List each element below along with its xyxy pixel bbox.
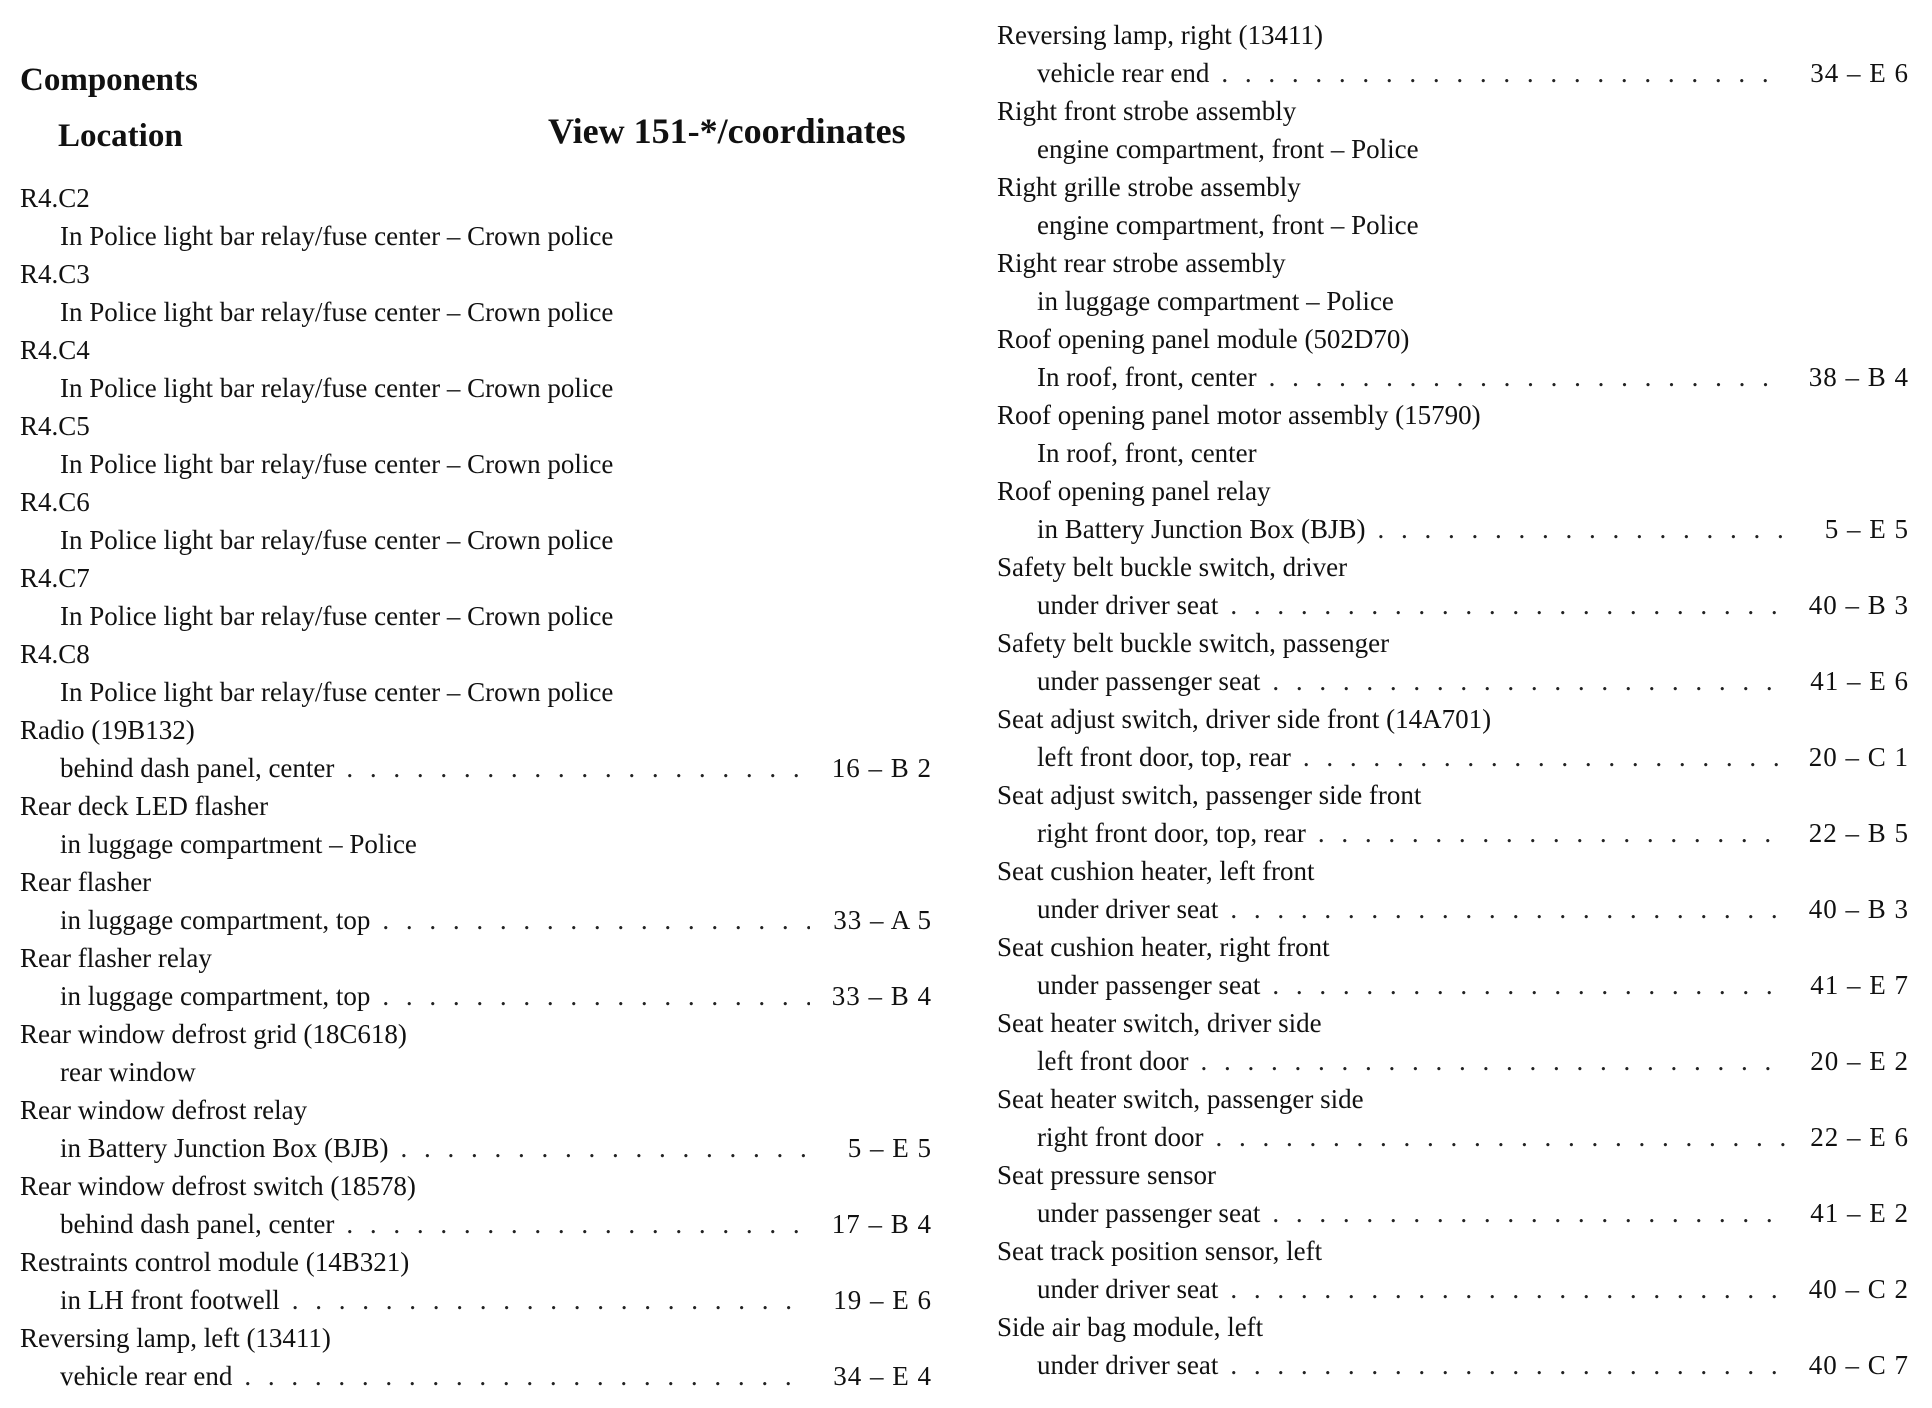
component-name-row — [997, 168, 1909, 206]
component-location-row — [997, 662, 1909, 700]
component-location: in Battery Junction Box (BJB) — [60, 1133, 389, 1163]
component-location-row — [997, 1042, 1909, 1080]
component-name: Right grille strobe assembly — [997, 172, 1301, 202]
location-column-label: Location — [58, 118, 183, 154]
component-location: right front door — [1037, 1122, 1204, 1152]
dot-leader — [382, 901, 810, 939]
component-name-row — [997, 852, 1909, 890]
dot-leader — [1230, 586, 1787, 624]
dot-leader — [1200, 1042, 1787, 1080]
view-coordinate-ref: 34 – E 4 — [833, 1361, 932, 1391]
component-name-row — [997, 472, 1909, 510]
view-coordinate-ref: 33 – B 4 — [831, 981, 932, 1011]
component-location: In Police light bar relay/fuse center – Crown police — [60, 525, 614, 555]
component-name-row — [997, 1156, 1909, 1194]
component-location-row — [20, 749, 932, 787]
component-location: in luggage compartment, top — [60, 981, 371, 1011]
component-name: Seat heater switch, driver side — [997, 1008, 1322, 1038]
dot-leader — [382, 977, 810, 1015]
component-location-row — [20, 1357, 932, 1395]
component-name-row — [20, 863, 932, 901]
component-name: Seat cushion heater, right front — [997, 932, 1330, 962]
component-name-row — [997, 244, 1909, 282]
component-location-row — [997, 434, 1909, 472]
component-location: under driver seat — [1037, 1274, 1219, 1304]
component-location: in Battery Junction Box (BJB) — [1037, 514, 1366, 544]
component-name-row — [20, 407, 932, 445]
dot-leader — [1221, 54, 1787, 92]
component-name-row — [20, 1243, 932, 1281]
component-name: R4.C5 — [20, 411, 90, 441]
component-location: vehicle rear end — [60, 1361, 233, 1391]
component-location-row — [20, 521, 932, 559]
component-location-row — [20, 597, 932, 635]
component-location: In Police light bar relay/fuse center – Crown police — [60, 449, 614, 479]
component-name: Rear flasher — [20, 867, 152, 897]
dot-leader — [346, 749, 810, 787]
component-name-row — [997, 700, 1909, 738]
component-location: left front door — [1037, 1046, 1189, 1076]
component-location: rear window — [60, 1057, 196, 1087]
component-location-row — [20, 977, 932, 1015]
component-location: under passenger seat — [1037, 666, 1261, 696]
component-name-row — [997, 776, 1909, 814]
component-name-row — [997, 928, 1909, 966]
component-name-row — [20, 1319, 932, 1357]
left-component-list — [20, 179, 932, 1395]
view-coordinate-ref: 41 – E 2 — [1810, 1198, 1909, 1228]
view-coordinate-ref: 41 – E 7 — [1810, 970, 1909, 1000]
component-name-row — [20, 255, 932, 293]
view-coordinate-ref: 22 – E 6 — [1810, 1122, 1909, 1152]
component-name: Rear window defrost relay — [20, 1095, 308, 1125]
view-column-label: View 151-*/coordinates — [548, 111, 906, 151]
component-name-row — [997, 1308, 1909, 1346]
component-location: In Police light bar relay/fuse center – Crown police — [60, 297, 614, 327]
dot-leader — [1318, 814, 1787, 852]
component-location-row — [20, 825, 932, 863]
component-location-row — [20, 673, 932, 711]
view-coordinate-ref: 20 – C 1 — [1808, 742, 1909, 772]
section-title: Components — [20, 62, 198, 98]
component-location-row — [997, 1346, 1909, 1384]
component-name-row — [20, 1091, 932, 1129]
component-location: under driver seat — [1037, 894, 1219, 924]
component-name: Safety belt buckle switch, passenger — [997, 628, 1390, 658]
component-location: engine compartment, front – Police — [1037, 210, 1419, 240]
view-coordinate-ref: 34 – E 6 — [1810, 58, 1909, 88]
component-location-row — [997, 814, 1909, 852]
dot-leader — [1269, 358, 1787, 396]
component-location-row — [997, 1118, 1909, 1156]
view-coordinate-ref: 33 – A 5 — [833, 905, 932, 935]
component-location: under passenger seat — [1037, 1198, 1261, 1228]
component-name: Seat heater switch, passenger side — [997, 1084, 1364, 1114]
view-coordinate-ref: 16 – B 2 — [831, 753, 932, 783]
component-name: Restraints control module (14B321) — [20, 1247, 410, 1277]
component-name: Safety belt buckle switch, driver — [997, 552, 1348, 582]
dot-leader — [1215, 1118, 1787, 1156]
component-name-row — [20, 787, 932, 825]
component-name: R4.C3 — [20, 259, 90, 289]
component-name-row — [997, 16, 1909, 54]
component-location-row — [997, 358, 1909, 396]
dot-leader — [400, 1129, 810, 1167]
dot-leader — [1230, 890, 1787, 928]
component-name: Seat cushion heater, left front — [997, 856, 1315, 886]
dot-leader — [1377, 510, 1787, 548]
component-location: In roof, front, center — [1037, 362, 1257, 392]
component-location-row — [20, 901, 932, 939]
view-coordinate-ref: 40 – C 7 — [1808, 1350, 1909, 1380]
component-name: Reversing lamp, left (13411) — [20, 1323, 331, 1353]
component-location: in LH front footwell — [60, 1285, 280, 1315]
component-location-row — [20, 1053, 932, 1091]
dot-leader — [346, 1205, 810, 1243]
component-location-row — [20, 1281, 932, 1319]
component-name: Radio (19B132) — [20, 715, 195, 745]
component-location-row — [997, 54, 1909, 92]
view-coordinate-ref: 5 – E 5 — [847, 1133, 932, 1163]
component-name: Seat adjust switch, driver side front (14A701) — [997, 704, 1492, 734]
dot-leader — [1272, 966, 1787, 1004]
dot-leader — [292, 1281, 810, 1319]
view-coordinate-ref: 41 – E 6 — [1810, 666, 1909, 696]
component-name-row — [997, 624, 1909, 662]
component-location-row — [997, 282, 1909, 320]
component-name: R4.C4 — [20, 335, 90, 365]
component-name-row — [997, 396, 1909, 434]
component-location: in luggage compartment – Police — [1037, 286, 1394, 316]
component-name: R4.C8 — [20, 639, 90, 669]
component-location-row — [20, 369, 932, 407]
component-location-row — [997, 966, 1909, 1004]
component-name-row — [20, 1015, 932, 1053]
component-name: R4.C7 — [20, 563, 90, 593]
view-coordinate-ref: 5 – E 5 — [1824, 514, 1909, 544]
component-name: Rear window defrost switch (18578) — [20, 1171, 416, 1201]
component-location: behind dash panel, center — [60, 753, 335, 783]
dot-leader — [1272, 1194, 1787, 1232]
component-location: under driver seat — [1037, 590, 1219, 620]
component-location: right front door, top, rear — [1037, 818, 1306, 848]
component-name: Rear deck LED flasher — [20, 791, 269, 821]
view-coordinate-ref: 19 – E 6 — [833, 1285, 932, 1315]
dot-leader — [244, 1357, 810, 1395]
component-name: Rear flasher relay — [20, 943, 212, 973]
component-location: in luggage compartment, top — [60, 905, 371, 935]
component-location: vehicle rear end — [1037, 58, 1210, 88]
component-name-row — [997, 1080, 1909, 1118]
component-name-row — [20, 711, 932, 749]
dot-leader — [1303, 738, 1787, 776]
component-name: Seat track position sensor, left — [997, 1236, 1323, 1266]
view-coordinate-ref: 17 – B 4 — [831, 1209, 932, 1239]
component-name-row — [20, 179, 932, 217]
component-name-row — [20, 1167, 932, 1205]
component-name: Side air bag module, left — [997, 1312, 1264, 1342]
component-location-row — [997, 130, 1909, 168]
component-name-row — [20, 559, 932, 597]
component-name: Roof opening panel motor assembly (15790) — [997, 400, 1481, 430]
component-location-row — [20, 1129, 932, 1167]
component-location-row — [20, 445, 932, 483]
component-location-row — [997, 890, 1909, 928]
view-coordinate-ref: 20 – E 2 — [1810, 1046, 1909, 1076]
component-location-row — [997, 738, 1909, 776]
component-location-row — [20, 1205, 932, 1243]
component-location: In Police light bar relay/fuse center – Crown police — [60, 221, 614, 251]
component-name: Roof opening panel relay — [997, 476, 1271, 506]
component-name-row — [997, 548, 1909, 586]
component-name: R4.C2 — [20, 183, 90, 213]
component-name: Seat adjust switch, passenger side front — [997, 780, 1422, 810]
component-name-row — [20, 331, 932, 369]
component-name-row — [20, 483, 932, 521]
right-component-list — [997, 16, 1909, 1384]
component-location-row — [997, 1270, 1909, 1308]
component-location: In Police light bar relay/fuse center – Crown police — [60, 601, 614, 631]
component-location: under driver seat — [1037, 1350, 1219, 1380]
component-name: Seat pressure sensor — [997, 1160, 1216, 1190]
dot-leader — [1230, 1270, 1787, 1308]
component-location-row — [997, 510, 1909, 548]
component-name: Right rear strobe assembly — [997, 248, 1286, 278]
component-name-row — [997, 1232, 1909, 1270]
component-name: Right front strobe assembly — [997, 96, 1297, 126]
dot-leader — [1272, 662, 1787, 700]
component-location: In Police light bar relay/fuse center – Crown police — [60, 373, 614, 403]
view-coordinate-ref: 40 – C 2 — [1808, 1274, 1909, 1304]
view-coordinate-ref: 38 – B 4 — [1808, 362, 1909, 392]
component-location-row — [20, 293, 932, 331]
component-name: Rear window defrost grid (18C618) — [20, 1019, 407, 1049]
component-name-row — [20, 939, 932, 977]
component-location: behind dash panel, center — [60, 1209, 335, 1239]
view-coordinate-ref: 40 – B 3 — [1808, 894, 1909, 924]
component-name-row — [20, 635, 932, 673]
component-name-row — [997, 92, 1909, 130]
component-name: Reversing lamp, right (13411) — [997, 20, 1323, 50]
component-location: In roof, front, center — [1037, 438, 1257, 468]
component-location-row — [997, 206, 1909, 244]
component-name-row — [997, 1004, 1909, 1042]
component-name-row — [997, 320, 1909, 358]
component-location-row — [997, 586, 1909, 624]
component-location: In Police light bar relay/fuse center – Crown police — [60, 677, 614, 707]
component-location-row — [20, 217, 932, 255]
component-location: under passenger seat — [1037, 970, 1261, 1000]
component-name: R4.C6 — [20, 487, 90, 517]
view-coordinate-ref: 22 – B 5 — [1808, 818, 1909, 848]
view-coordinate-ref: 40 – B 3 — [1808, 590, 1909, 620]
dot-leader — [1230, 1346, 1787, 1384]
component-location-row — [997, 1194, 1909, 1232]
component-location: left front door, top, rear — [1037, 742, 1291, 772]
component-name: Roof opening panel module (502D70) — [997, 324, 1410, 354]
component-location: engine compartment, front – Police — [1037, 134, 1419, 164]
component-location: in luggage compartment – Police — [60, 829, 417, 859]
